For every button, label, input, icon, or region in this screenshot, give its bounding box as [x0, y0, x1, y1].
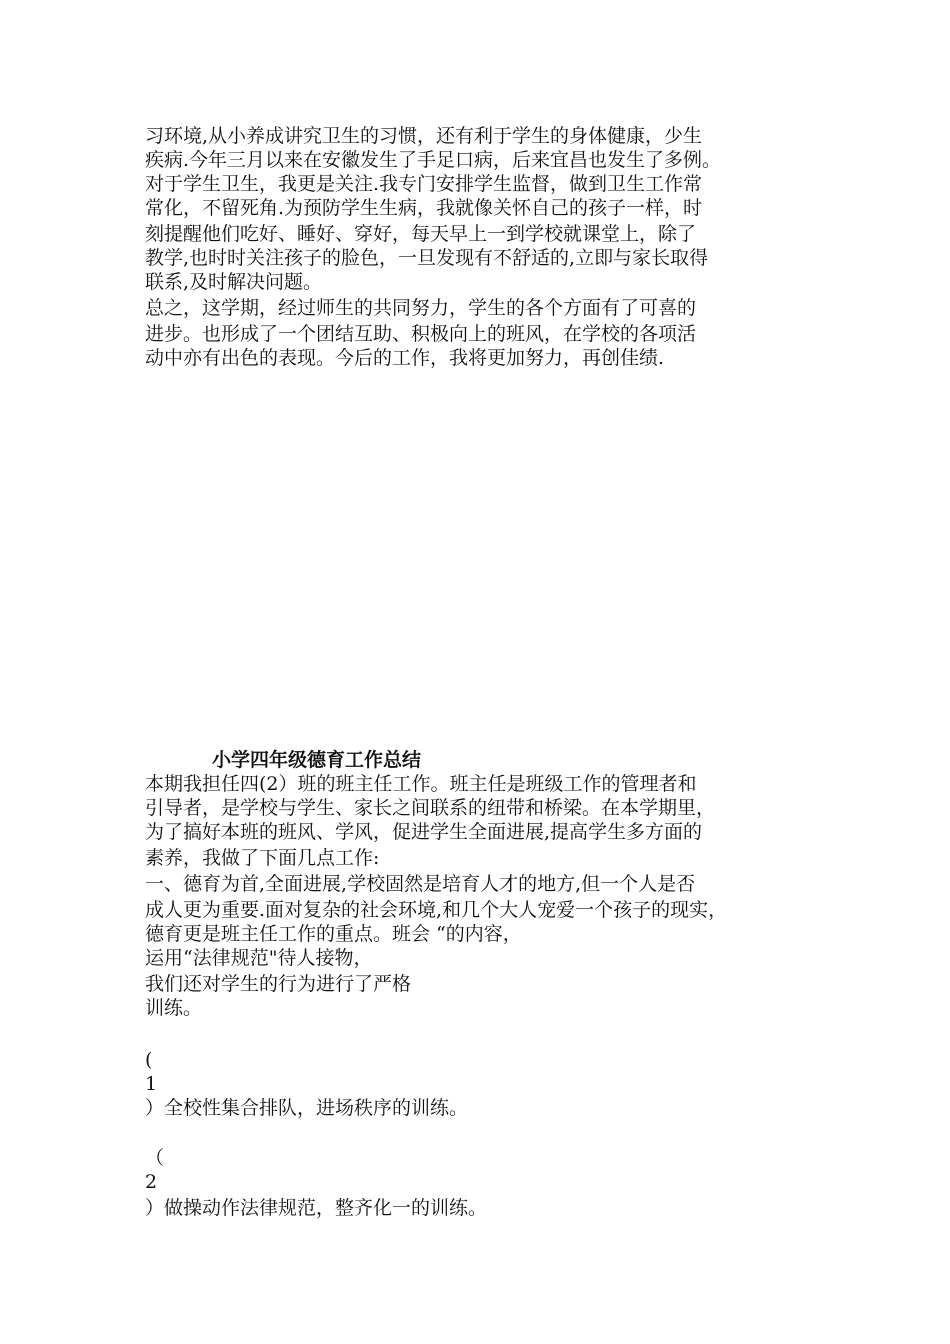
text-line: 常化，不留死角.为预防学生生病，我就像关怀自己的孩子一样，时 [145, 197, 703, 219]
text-line: 训练。 [145, 997, 203, 1019]
text-line: 运用“法律规范"待人接物， [145, 947, 373, 969]
list-item-text: ）全校性集合排队，进场秩序的训练。 [145, 1097, 469, 1119]
text-line: 素养，我做了下面几点工作: [145, 847, 380, 869]
text-line: 为了搞好本班的班风、学风，促进学生全面进展,提高学生多方面的 [145, 821, 703, 843]
text-line: 习环境,从小养成讲究卫生的习惯，还有利于学生的身体健康，少生 [145, 125, 703, 147]
document-title: 小学四年级德育工作总结 [212, 749, 422, 771]
text-line: 疾病.今年三月以来在安徽发生了手足口病，后来宜昌也发生了多例。 [145, 149, 722, 171]
text-line: 联系,及时解决问题。 [145, 271, 323, 293]
text-line: 刻提醒他们吃好、睡好、穿好，每天早上一到学校就课堂上，除了 [145, 223, 697, 245]
text-line: 我们还对学生的行为进行了严格 [145, 973, 412, 995]
text-line: 本期我担任四(2）班的班主任工作。班主任是班级工作的管理者和 [145, 773, 697, 795]
text-line: 进步。也形成了一个团结互助、积极向上的班风，在学校的各项活 [145, 323, 697, 345]
text-line: 动中亦有出色的表现。今后的工作，我将更加努力，再创佳绩. [145, 347, 665, 369]
list-item-text: ）做操动作法律规范，整齐化一的训练。 [145, 1197, 488, 1219]
list-item-open-paren: （ [145, 1147, 165, 1169]
text-line: 对于学生卫生，我更是关注.我专门安排学生监督，做到卫生工作常 [145, 173, 703, 195]
text-line: 教学,也时时关注孩子的脸色，一旦发现有不舒适的,立即与家长取得 [145, 247, 709, 269]
list-item-number: 1 [145, 1073, 158, 1095]
text-line: 德育更是班主任工作的重点。班会 “的内容， [145, 923, 522, 945]
text-line: 成人更为重要.面对复杂的社会环境,和几个大人宠爱一个孩子的现实， [145, 899, 728, 921]
text-line: 总之，这学期，经过师生的共同努力，学生的各个方面有了可喜的 [145, 297, 697, 319]
list-item-number: 2 [145, 1171, 158, 1193]
text-line: 一、德育为首,全面进展,学校固然是培育人才的地方,但一个人是否 [145, 873, 696, 895]
text-line: 引导者，是学校与学生、家长之间联系的纽带和桥梁。在本学期里， [145, 797, 716, 819]
list-item-open-paren: ( [145, 1049, 153, 1071]
